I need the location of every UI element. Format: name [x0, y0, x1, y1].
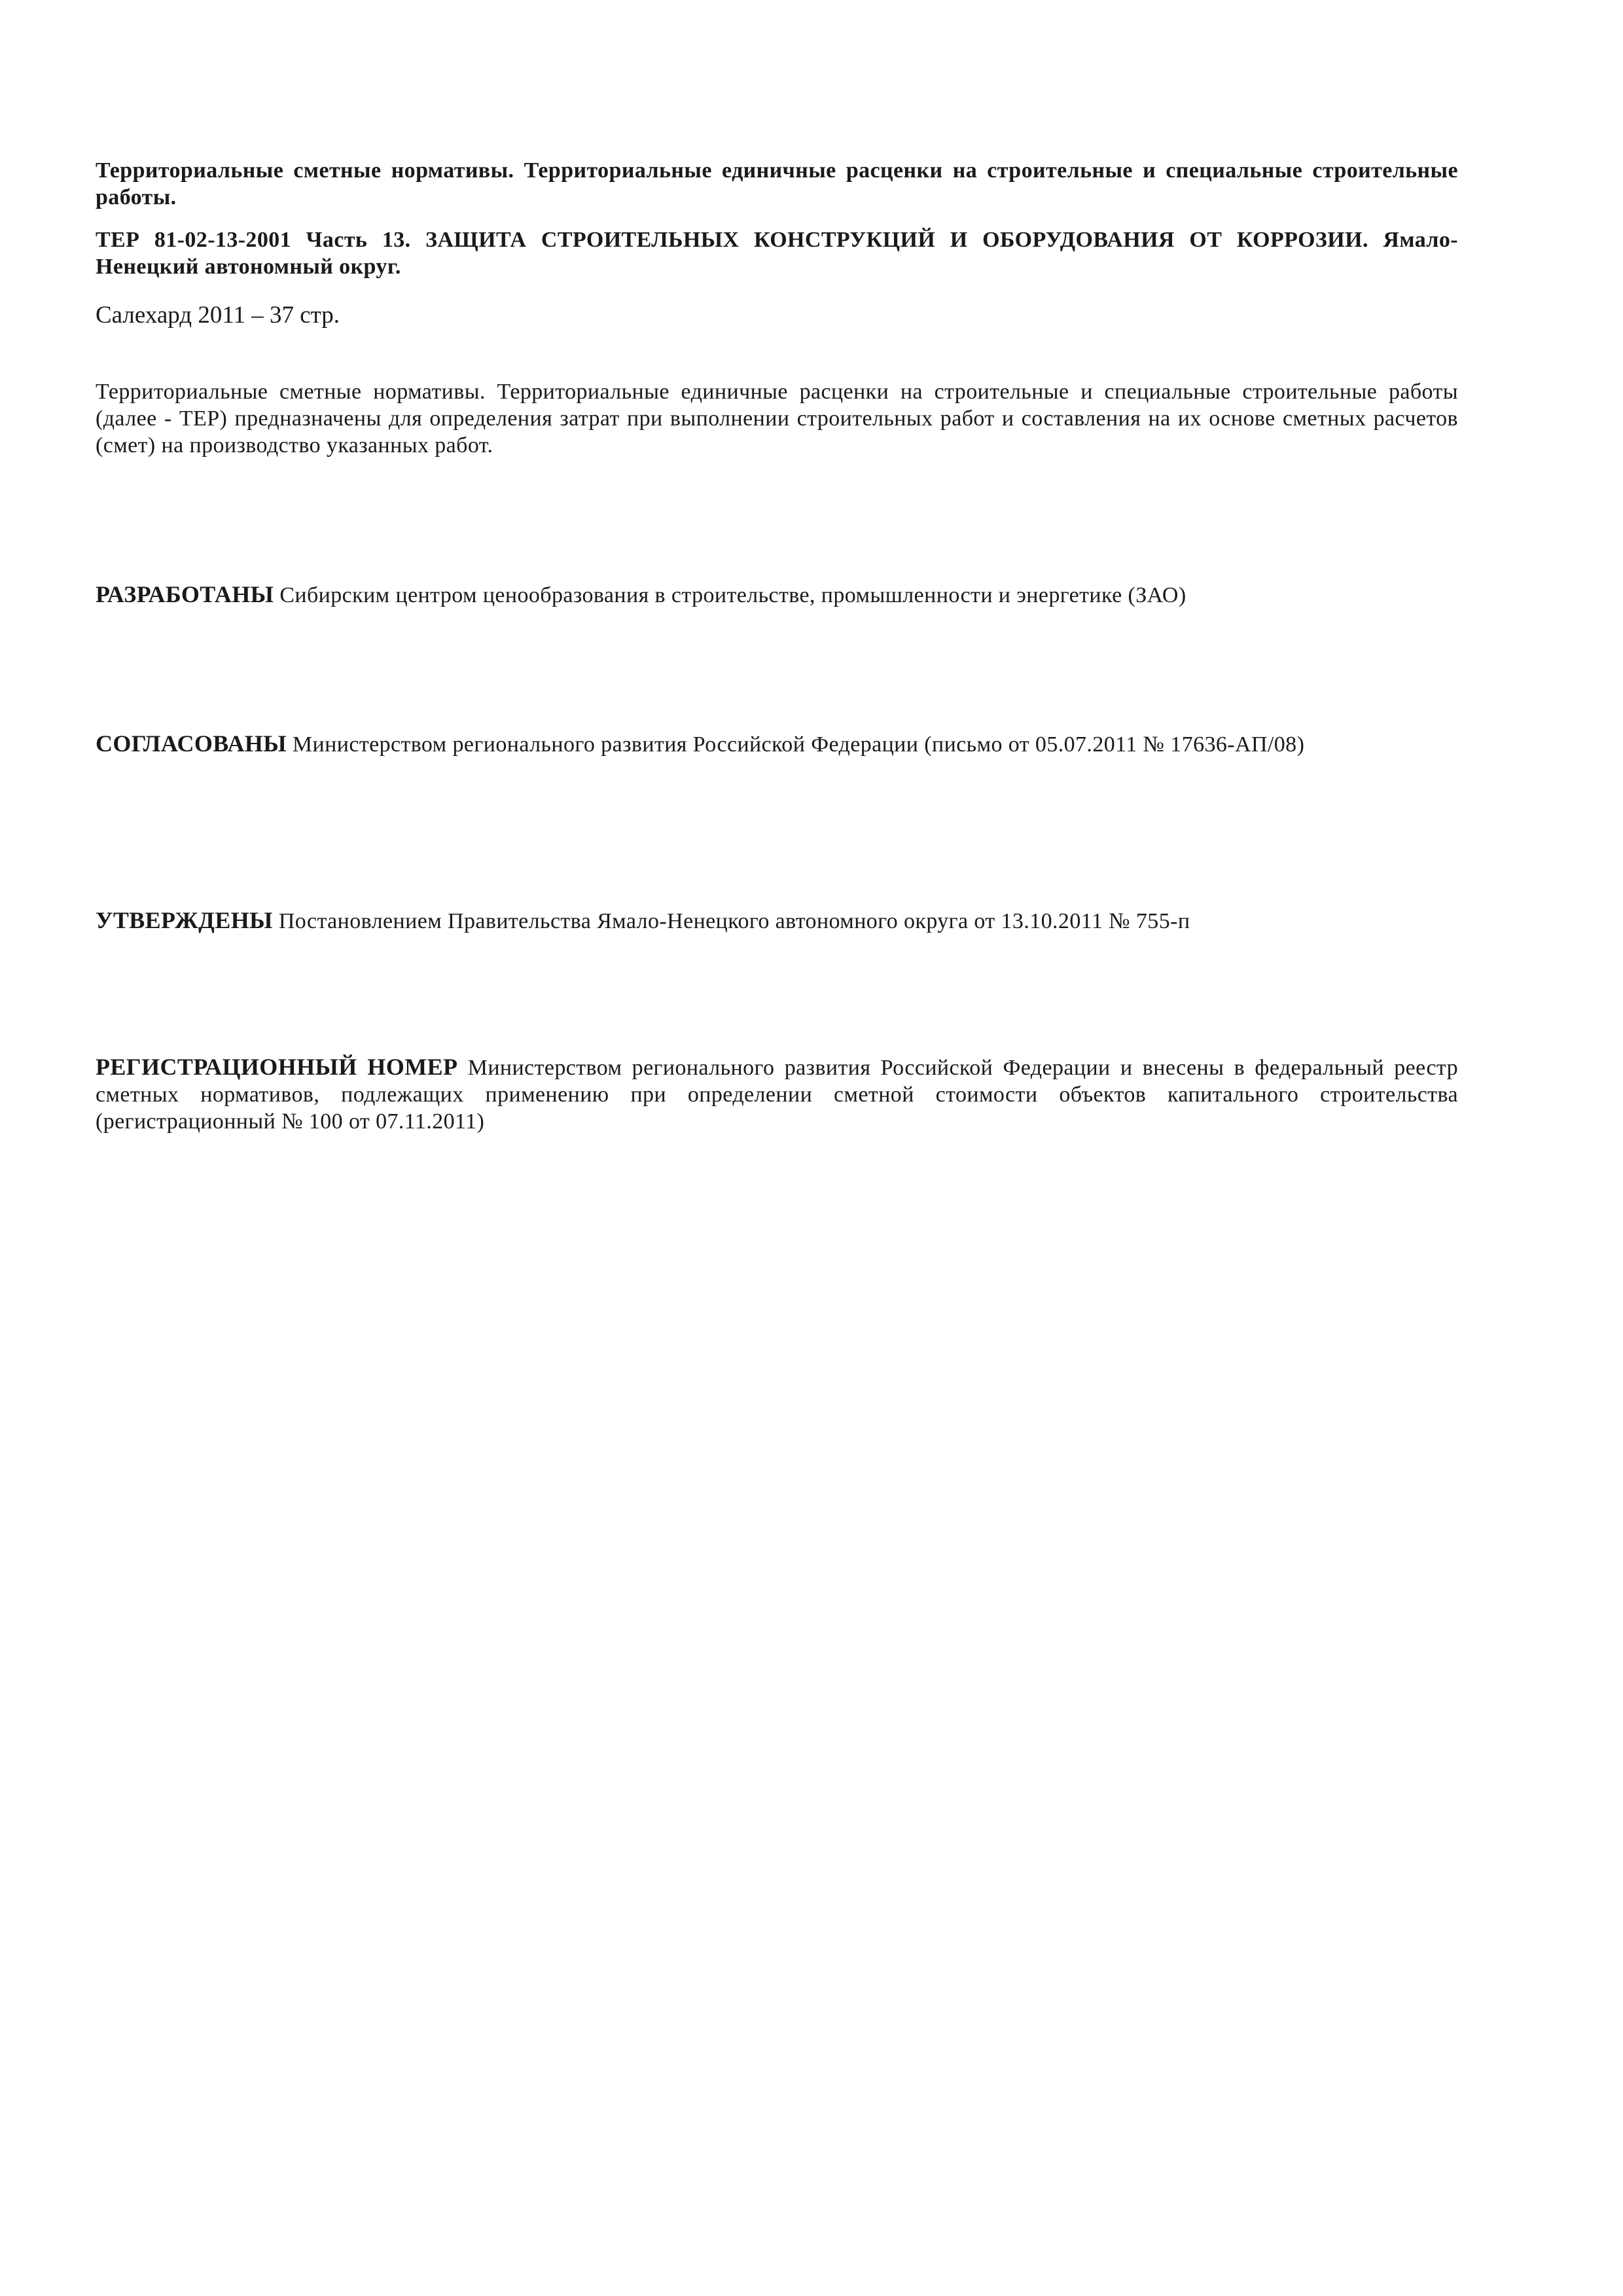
developed-by-paragraph — [96, 581, 1458, 609]
series-title: Территориальные сметные нормативы. Территориальные единичные расценки на строительные и специальные строительные работы. — [96, 158, 1458, 209]
registration-number-label: РЕГИСТРАЦИОННЫЙ НОМЕР — [96, 1054, 458, 1080]
imprint-line: Салехард 2011 – 37 стр. — [96, 302, 340, 329]
developed-by-label: РАЗРАБОТАНЫ — [96, 581, 274, 607]
agreed-by-text: Министерством регионального развития Российской Федерации (письмо от 05.07.2011 № 17636-АП/08) — [292, 732, 1305, 757]
registration-number-text: Министерством регионального развития Российской Федерации и внесены в федеральный реестр сметных нормативов, подлежащих применению при определении сметной стоимости объектов капитального строительства (регистрационный № 100 от 07.11.2011) — [96, 1056, 1459, 1134]
approved-by-label: УТВЕРЖДЕНЫ — [96, 907, 273, 933]
approved-by-text: Постановлением Правительства Ямало-Ненецкого автономного округа от 13.10.2011 № 755-п — [278, 909, 1190, 933]
document-title: ТЕР 81-02-13-2001 Часть 13. ЗАЩИТА СТРОИТЕЛЬНЫХ КОНСТРУКЦИЙ И ОБОРУДОВАНИЯ ОТ КОРРОЗИИ. Ямало-Ненецкий автономный округ. — [96, 228, 1458, 279]
agreed-by-label: СОГЛАСОВАНЫ — [96, 730, 287, 757]
registration-number-paragraph — [96, 1054, 1458, 1135]
abstract-paragraph: Территориальные сметные нормативы. Территориальные единичные расценки на строительные и специальные строительные работы (далее - ТЕР) предназначены для определения затрат при выполнении строительных работ и составления на их основе сметных расчетов (смет) на производство указанных работ. — [96, 380, 1458, 457]
developed-by-text: Сибирским центром ценообразования в строительстве, промышленности и энергетике (ЗАО) — [279, 583, 1186, 607]
approved-by-paragraph — [96, 907, 1458, 935]
agreed-by-paragraph — [96, 730, 1458, 758]
